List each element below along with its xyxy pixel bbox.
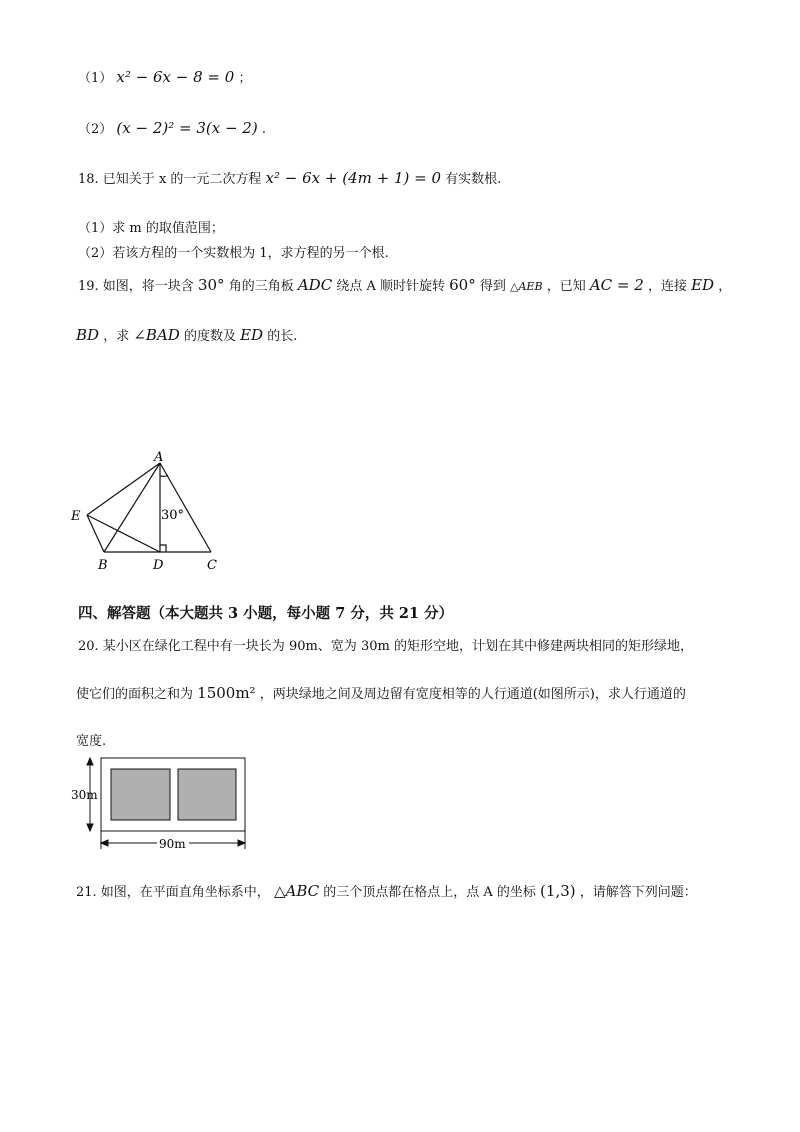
- q21-text3: ，请解答下列问题：: [579, 885, 697, 900]
- label-d: D: [153, 558, 164, 573]
- q19-angle-30: 30°: [197, 276, 225, 294]
- q17-part2-tail: .: [261, 122, 266, 137]
- segment-ae: [87, 463, 160, 515]
- q17-part1-tail: ；: [238, 71, 252, 86]
- angle-label: 30°: [161, 508, 185, 523]
- q17-part1: [78, 70, 251, 85]
- q21-stem: [76, 884, 697, 899]
- right-angle-mark: [160, 545, 166, 552]
- q20-l2-text2: ，两块绿地之间及周边留有宽度相等的人行通道(如图所示)，求人行通道的: [259, 687, 686, 702]
- q19-l2-text1: ，求: [103, 329, 130, 344]
- section-4-heading: 四、解答题（本大题共 3 小题，每小题 7 分，共 21 分）: [78, 605, 454, 622]
- q20-line1: 20. 某小区在绿化工程中有一块长为 90m、宽为 30m 的矩形空地，计划在其中修建两块相同的矩形绿地，: [78, 639, 693, 654]
- q20-area-value: 1500m²: [197, 684, 256, 702]
- height-arrow-bottom: [87, 824, 93, 831]
- q19-text3: 绕点 A 顺时针旋转: [336, 279, 445, 294]
- q19-triangle-aeb: △AEB: [510, 280, 543, 293]
- angle-arc: [160, 475, 168, 476]
- q19-ac-equals: AC = 2: [589, 276, 644, 294]
- width-label: 90m: [159, 837, 186, 851]
- label-a: A: [154, 450, 164, 465]
- label-e: E: [71, 509, 81, 524]
- q20-line3: 宽度.: [76, 734, 107, 749]
- q20-line2: [76, 686, 686, 701]
- q17-part1-equation: x² − 6x − 8 = 0: [116, 68, 235, 86]
- label-b: B: [98, 558, 108, 573]
- q19-text6: ，连接: [647, 279, 687, 294]
- q18-part1: （1）求 m 的取值范围；: [78, 221, 224, 236]
- q19-text1: 19. 如图，将一块含: [78, 279, 194, 294]
- q19-l2-text2: 的度数及: [183, 329, 236, 344]
- green-area-right: [178, 769, 236, 820]
- height-arrow-top: [87, 758, 93, 765]
- height-label: 30m: [71, 788, 98, 802]
- q17-part2: [78, 121, 266, 136]
- segment-eb: [87, 515, 104, 552]
- q21-point-a-coord: (1,3): [540, 882, 576, 900]
- q19-text5: ，已知: [546, 279, 586, 294]
- label-c: C: [207, 558, 217, 573]
- q19-angle-60: 60°: [449, 276, 476, 294]
- q17-part2-label: （2）: [78, 122, 113, 137]
- q18-stem: [78, 171, 501, 186]
- q19-segment-bd: BD: [76, 326, 100, 344]
- q19-stem-line1: [78, 278, 731, 293]
- segment-ab: [104, 463, 160, 552]
- q19-text4: 得到: [479, 279, 506, 294]
- q19-angle-bad: ∠BAD: [133, 326, 180, 344]
- q19-triangle-adc: ADC: [297, 276, 333, 294]
- q19-segment-ed: ED: [691, 276, 715, 294]
- q18-prefix: 18. 已知关于 x 的一元二次方程: [78, 172, 262, 187]
- q20-rectangle-figure: [70, 755, 255, 855]
- q19-l2-text3: 的长.: [267, 329, 298, 344]
- q21-triangle-abc: △ABC: [273, 882, 320, 900]
- q19-triangle-figure: [65, 448, 235, 578]
- q19-stem-line2: [76, 328, 297, 343]
- q19-segment-ed-2: ED: [240, 326, 264, 344]
- q18-equation: x² − 6x + (4m + 1) = 0: [265, 169, 441, 187]
- q21-text2: 的三个顶点都在格点上，点 A 的坐标: [323, 885, 536, 900]
- width-arrow-left: [101, 840, 108, 846]
- q19-text2: 角的三角板: [228, 279, 294, 294]
- q17-part2-equation: (x − 2)² = 3(x − 2): [116, 119, 258, 137]
- q18-part2: （2）若该方程的一个实数根为 1，求方程的另一个根.: [78, 246, 389, 261]
- q20-l2-text1: 使它们的面积之和为: [76, 687, 194, 702]
- q21-text1: 21. 如图，在平面直角坐标系中，: [76, 885, 270, 900]
- q19-text7: ，: [718, 279, 732, 294]
- green-area-left: [111, 769, 170, 820]
- q18-suffix: 有实数根.: [445, 172, 502, 187]
- q17-part1-label: （1）: [78, 71, 113, 86]
- width-arrow-right: [238, 840, 245, 846]
